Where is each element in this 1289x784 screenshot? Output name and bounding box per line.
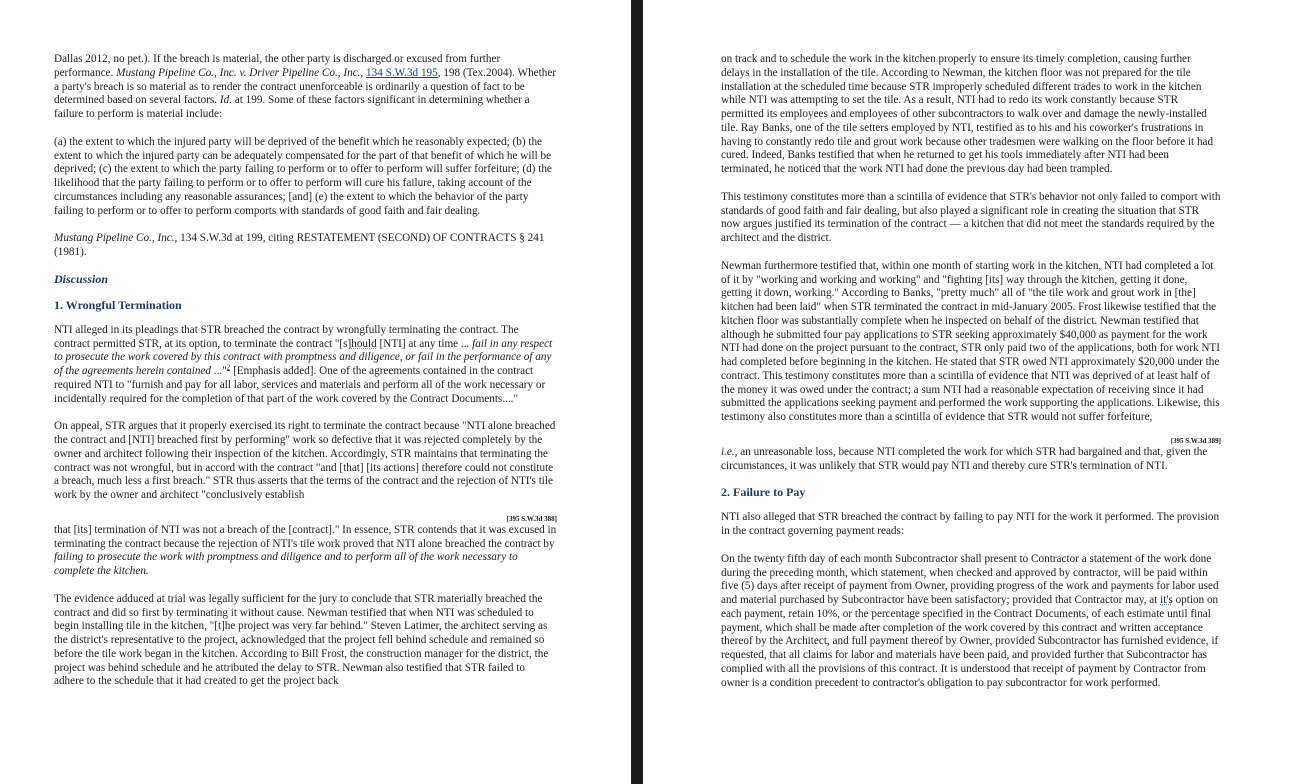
section-heading-wrongful-termination: 1. Wrongful Termination	[54, 297, 182, 312]
right-page	[643, 0, 1289, 784]
paragraph-failure-to-pay: NTI also alleged that STR breached the contract by failing to pay NTI for the work it performed. The provision in the contract governing payment reads:	[721, 511, 1220, 537]
paragraph-materiality: Dallas 2012, no pet.). If the breach is material, the other party is discharged or excused from further performance. Mustang Pipeline Co., Inc. v. Driver Pipeline Co., Inc., 134 S.W.3d 195, 198 (Tex.2004). Whether a party's breach is so material as to render the contract unenforceable is ordinarily a question of fact to be determined based on several factors. Id. at 199. Some of these factors significant in determining whether a failure to perform is material include:	[54, 53, 557, 120]
paragraph-termination-excused: that [its] termination of NTI was not a breach of the [contract]." In essence, STR contends that it was excused in terminating the contract because the rejection of NTI's tile work proved that NTI alone breached the contract by failing to prosecute the work with promptness and diligence and to perform all of the work necessary to complete the kitchen.	[54, 523, 557, 577]
paragraph-factors-quote: (a) the extent to which the injured party will be deprived of the benefit which he reasonably expected; (b) the extent to which the injured party can be adequately compensated for the part of that benefit of which he will be deprived; (c) the extent to which the party failing to perform or to offer to perform will suffer forfeiture; (d) the likelihood that the party failing to perform or to offer to perform will cure his failure, taking account of the circumstances including any reasonable assurances; [and] (e) the extent to which the behavior of the party failing to perform or to offer to perform comports with standards of good faith and fair dealing.	[54, 135, 552, 217]
paragraph-completion: Newman furthermore testified that, within one month of starting work in the kitchen, NTI had completed a lot of it by "working and working and working" and "fighting [its] way through the kitchen, getting it done, getting it down, working." According to Banks, "pretty much" all of "the tile work and grout work in [the] kitchen had been laid" when STR terminated the contract in mid-January 2005. Frost likewise testified that the kitchen floor was substantially complete when he inspected on behalf of the district. Newman testified that although he submitted four pay applications to STR seeking approximately $40,000 as payment for the work NTI had done on the project pursuant to the contract, STR only paid two of the applications, both for work NTI had completed before beginning in the kitchen. He stated that STR owed NTI approximately $20,000 under the contract. This testimony constitutes more than a scintilla of evidence that NTI was deprived of at least half of the money it was owed under the contract; a sum NTI had a reasonable expectation of receiving since it had submitted the applications seeking payment and performed the work supporting the applications. Likewise, this testimony also constitutes more than a scintilla of evidence that STR would not suffer forfeiture,	[721, 259, 1220, 423]
paragraph-restatement-cite: Mustang Pipeline Co., Inc., 134 S.W.3d at 199, citing RESTATEMENT (SECOND) OF CONTRACTS § 241 (1981).	[54, 232, 545, 258]
footnote-link[interactable]: 2	[226, 363, 231, 372]
left-column	[54, 53, 557, 689]
right-column	[721, 53, 1221, 690]
page-gutter	[631, 0, 643, 784]
discussion-heading: Discussion	[54, 271, 109, 286]
paragraph-pleadings: NTI alleged in its pleadings that STR breached the contract by wrongfully terminating the contract. The contract permitted STR, at its option, to terminate the contract "[s]hould [NTI] at any time ... fail in any respect to prosecute the work covered by this contract with promptness and diligence, or fail in the performance of any of the agreements herein contained ..."$^2$ [Emphasis added]. One of the agreements contained in the contract required NTI to "furnish and pay for all labor, services and materials and perform all of the work necessary or incidentally required for the completion of that part of the work covered by the Contract Documents...."	[54, 323, 553, 405]
paragraph-evidence: The evidence adduced at trial was legally sufficient for the jury to conclude that STR materially breached the contract and did so first by terminating it without cause. Newman testified that when NTI was scheduled to begin installing tile in the kitchen, "[t]he project was very far behind." Steven Latimer, the architect serving as the district's representative to the project, acknowledged that the project fell behind schedule and remained so before the tile work began in the kitchen. According to Bill Frost, the construction manager for the district, the project was behind schedule and he attributed the delay to STR. Newman also testified that STR failed to adhere to the schedule that it had created to get the project back	[54, 592, 549, 688]
citation-link[interactable]: 134 S.W.3d 195	[366, 66, 438, 79]
case-name: Mustang Pipeline Co., Inc. v. Driver Pipeline Co., Inc.,	[116, 66, 364, 79]
page-pin-cite: [395 S.W.3d 388]	[506, 514, 557, 523]
section-heading-failure-to-pay: 2. Failure to Pay	[721, 485, 806, 500]
paragraph-scintilla: This testimony constitutes more than a scintilla of evidence that STR's behavior not only failed to comport with standards of good faith and fair dealing, but also played a significant role in creating the situation that STR now argues justified its termination of the contract — a kitchen that did not meet the standards required by the architect and the district.	[721, 190, 1221, 244]
paragraph-unreasonable-loss: i.e., an unreasonable loss, because NTI completed the work for which STR had bargained and that, given the circumstances, it was unlikely that STR would pay NTI and thereby cure STR's termination of NTI.	[721, 445, 1208, 472]
left-page	[0, 0, 631, 784]
page-pin-cite: [395 S.W.3d 389]	[1170, 436, 1221, 445]
paragraph-payment-provision: On the twenty fifth day of each month Subcontractor shall present to Contractor a statement of the work done during the preceding month, which statement, when checked and approved by contractor, will be paid within five (5) days after receipt of payment from Owner, providing progress of the work and payments for labor used and material purchased by Subcontractor have been satisfactory; provided that Contractor may, at it's option on each payment, retain 10%, or the percentage specified in the Contract Documents, of each estimate until final payment, which shall be made after completion of the work covered by this contract and written acceptance thereof by the Architect, and full payment thereof by Owner, provided Subcontractor has furnished evidence, if requested, that all claims for labor and materials have been paid, and provided further that Subcontractor has complied with all the provisions of this contract. It is understood that receipt of payment by Contractor from owner is a condition precedent to contractor's obligation to pay subcontractor for work performed.	[721, 552, 1219, 689]
paragraph-appeal: On appeal, STR argues that it properly exercised its right to terminate the contract because "NTI alone breached the contract and [NTI] breached first by performing" work so defective that it was rejected completely by the owner and architect following their inspection of the kitchen. Accordingly, STR maintains that terminating the contract was not wrongful, but in accord with the contract "and [that] [its actions] therefore could not constitute a breach, much less a first breach." STR thus asserts that the terms of the contract and the rejection of NTI's tile work by the owner and architect "conclusively establish	[54, 420, 556, 501]
paragraph-schedule: on track and to schedule the work in the kitchen properly to ensure its timely completion, causing further delays in the installation of the tile. According to Newman, the kitchen floor was not prepared for the tile installation at the scheduled time because STR improperly scheduled different trades to work in the kitchen while NTI was attempting to set the tile. As a result, NTI had to redo its work constantly because STR permitted its employees and employees of other subcontractors to walk over and damage the newly-installed tile. Ray Banks, one of the tile setters employed by NTI, testified as to his and his coworker's frustrations in having to constantly redo tile and grout work because other tradesmen were walking on the floor before it had cured. Indeed, Banks testified that when he returned to get his tools immediately after NTI had been terminated, he noticed that the work NTI had done the previous day had been trampled.	[721, 53, 1214, 175]
